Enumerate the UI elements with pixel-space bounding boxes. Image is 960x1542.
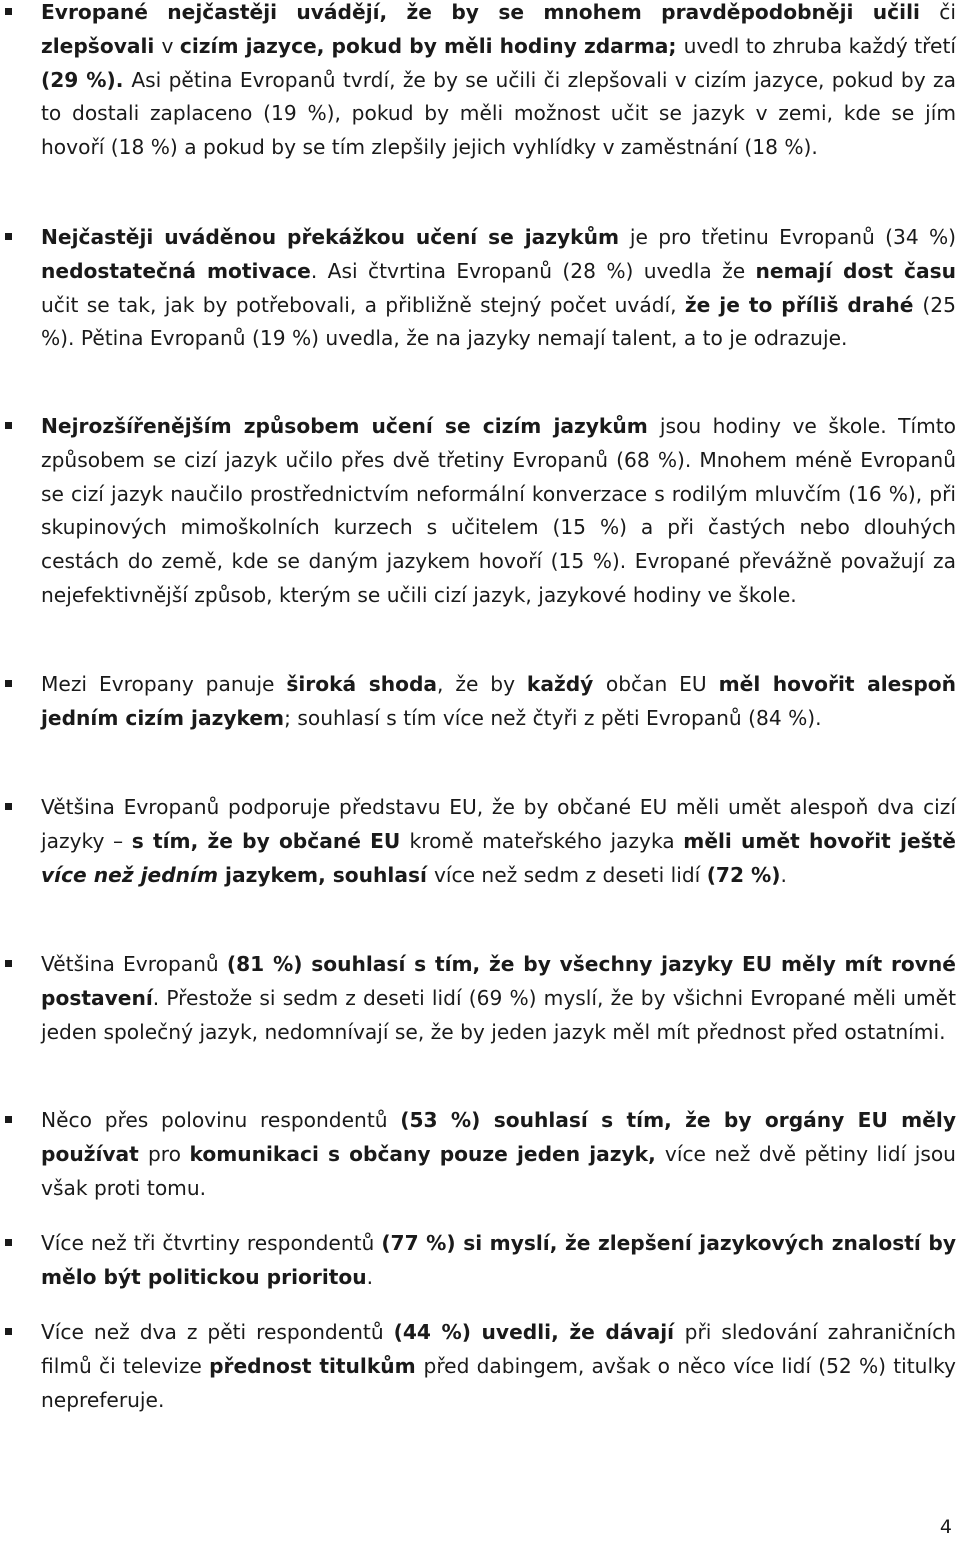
- bullet-text-run: (25 %). Pětina Evropanů (19 %) uvedla, že na jazyky nemají talent, a to je odrazuje.: [41, 292, 956, 351]
- bullet-text-run: (53 %) souhlasí s tím, že by orgány EU měly používat: [41, 1108, 956, 1166]
- bullet-text-run: pro: [147, 1141, 190, 1166]
- bullet-text-run: zlepšovali: [41, 33, 162, 58]
- bullet-text-run: Většina Evropanů podporuje představu EU, že by občané EU měli umět alespoň dva cizí jazyky –: [41, 795, 956, 853]
- bullet-text-run: kromě mateřského jazyka: [409, 828, 684, 853]
- square-bullet-icon: [5, 1328, 12, 1335]
- bullet-text-run: více než sedm z deseti lidí: [433, 862, 707, 887]
- bullet-text-run: při sledování zahraničních filmů či televize: [41, 1320, 957, 1378]
- bullet-text-run: jazykem, souhlasí: [225, 862, 434, 887]
- bullet-text-run: každý: [526, 672, 606, 696]
- bullet-item-one-foreign-language: [0, 668, 958, 736]
- bullet-item-learning-motivation: [0, 0, 958, 165]
- bullet-item-subtitles: [0, 1316, 958, 1417]
- square-bullet-icon: [5, 8, 12, 15]
- page-number: 4: [939, 1516, 952, 1538]
- bullet-text-run: učit se tak, jak by potřebovali, a přibližně stejný počet uvádí,: [41, 292, 685, 317]
- bullet-item-equal-status: [0, 948, 958, 1049]
- bullet-item-learning-obstacles: [0, 221, 958, 356]
- bullet-text-run: (72 %): [706, 862, 781, 887]
- bullet-text-run: více než dvě pětiny lidí jsou však proti tomu.: [41, 1141, 956, 1200]
- bullet-text-run: by se mnohem pravděpodobněji učili: [451, 0, 940, 24]
- bullet-text-run: před dabingem, avšak o něco více lidí (52 %) titulky nepreferuje.: [41, 1353, 956, 1412]
- bullet-text-run: široká shoda: [286, 672, 438, 696]
- bullet-text-run: Evropané nejčastěji uvádějí, že: [41, 0, 452, 24]
- bullet-text-run: Mezi Evropany panuje: [41, 672, 287, 696]
- square-bullet-icon: [5, 680, 12, 687]
- bullet-text-run: je pro třetinu Evropanů (34 %): [629, 225, 957, 249]
- bullet-text-run: přednost titulkům: [209, 1353, 424, 1378]
- bullet-text-run: , že by: [437, 672, 527, 696]
- square-bullet-icon: [5, 803, 12, 810]
- bullet-text-run: (44 %) uvedli, že dávají: [393, 1320, 685, 1344]
- bullet-text-run: . Přestože si sedm z deseti lidí (69 %) myslí, že by všichni Evropané měli umět jeden společný jazyk, nedomnívají se, že by jeden jazyk měl mít přednost před ostatními.: [41, 985, 956, 1044]
- bullet-text-run: Více než tři čtvrtiny respondentů: [41, 1231, 382, 1255]
- bullet-text-run: v: [161, 33, 180, 58]
- bullet-text-run: občan EU: [605, 672, 719, 696]
- bullet-item-single-eu-language: [0, 1104, 958, 1205]
- bullet-text-run: cizím jazyce, pokud by měli hodiny zdarma;: [179, 33, 684, 58]
- bullet-text-run: nemají dost času: [755, 258, 957, 283]
- bullet-text-emphasis: [41, 863, 225, 887]
- bullet-text-run: více než jedním: [41, 862, 226, 887]
- bullet-text-run: Něco přes polovinu respondentů: [41, 1108, 401, 1132]
- bullet-text-run: Více než dva z pěti respondentů: [41, 1320, 394, 1344]
- bullet-text-run: ; souhlasí s tím více než čtyři z pěti Evropanů (84 %).: [284, 705, 822, 730]
- bullet-text-run: Nejrozšířenějším způsobem učení se cizím jazykům: [41, 414, 660, 438]
- bullet-item-political-priority: [0, 1227, 958, 1295]
- square-bullet-icon: [5, 1116, 12, 1123]
- bullet-text-run: Asi pětina Evropanů tvrdí, že by se učili či zlepšovali v cizím jazyce, pokud by za to dostali zaplaceno (19 %), pokud by měli možnost učit se jazyk v zemi, kde se jím hovoří (18 %) a pokud by se tím zlepšily jejich vyhlídky v zaměstnání (18 %).: [41, 67, 956, 160]
- bullet-text-run: s tím, že by občané EU: [131, 828, 410, 853]
- square-bullet-icon: [5, 233, 12, 240]
- bullet-text-run: .: [366, 1264, 374, 1289]
- bullet-text-run: Většina Evropanů: [41, 952, 227, 976]
- bullet-text-run: jsou hodiny ve škole. Tímto způsobem se cizí jazyk učilo přes dvě třetiny Evropanů (68 %). Mnohem méně Evropanů se cizí jazyk naučilo prostřednictvím neformální konverzace s rodilým mluvčím (16 %), při skupinových mimoškolních kurzech s učitelem (15 %) a při častých nebo dlouhých cestách do země, kde se daným jazykem hovoří (15 %). Evropané převážně považují za nejefektivnější způsob, kterým se učili cizí jazyk, jazykové hodiny ve škole.: [41, 414, 957, 607]
- bullet-item-two-foreign-languages: [0, 791, 958, 892]
- bullet-text-run: (29 %).: [41, 67, 132, 92]
- bullet-text-run: každý třetí: [848, 33, 956, 58]
- bullet-text-run: (77 %) si myslí, že zlepšení jazykových znalostí by mělo být politickou prioritou: [41, 1231, 956, 1289]
- bullet-text-run: měli umět hovořit ještě: [683, 828, 956, 853]
- bullet-text-run: . Asi čtvrtina Evropanů (28 %) uvedla že: [310, 258, 756, 283]
- bullet-text-run: nedostatečná motivace: [41, 258, 311, 283]
- bullet-item-learning-methods: [0, 410, 958, 613]
- bullet-text-run: .: [780, 862, 787, 887]
- bullet-text-run: uvedl to zhruba: [683, 33, 849, 58]
- bullet-text-run: že je to příliš drahé: [684, 292, 923, 317]
- bullet-text-run: Nejčastěji uváděnou překážkou učení se jazykům: [41, 225, 630, 249]
- square-bullet-icon: [5, 1239, 12, 1246]
- square-bullet-icon: [5, 960, 12, 967]
- bullet-text-run: (81 %) souhlasí s tím, že by všechny jazyky EU měly mít rovné postavení: [41, 952, 956, 1010]
- bullet-text-run: komunikaci s občany pouze jeden jazyk,: [189, 1141, 665, 1166]
- bullet-text-run: či: [939, 0, 956, 24]
- bullet-text-run: měl hovořit alespoň jedním cizím jazykem: [41, 672, 957, 730]
- square-bullet-icon: [5, 422, 12, 429]
